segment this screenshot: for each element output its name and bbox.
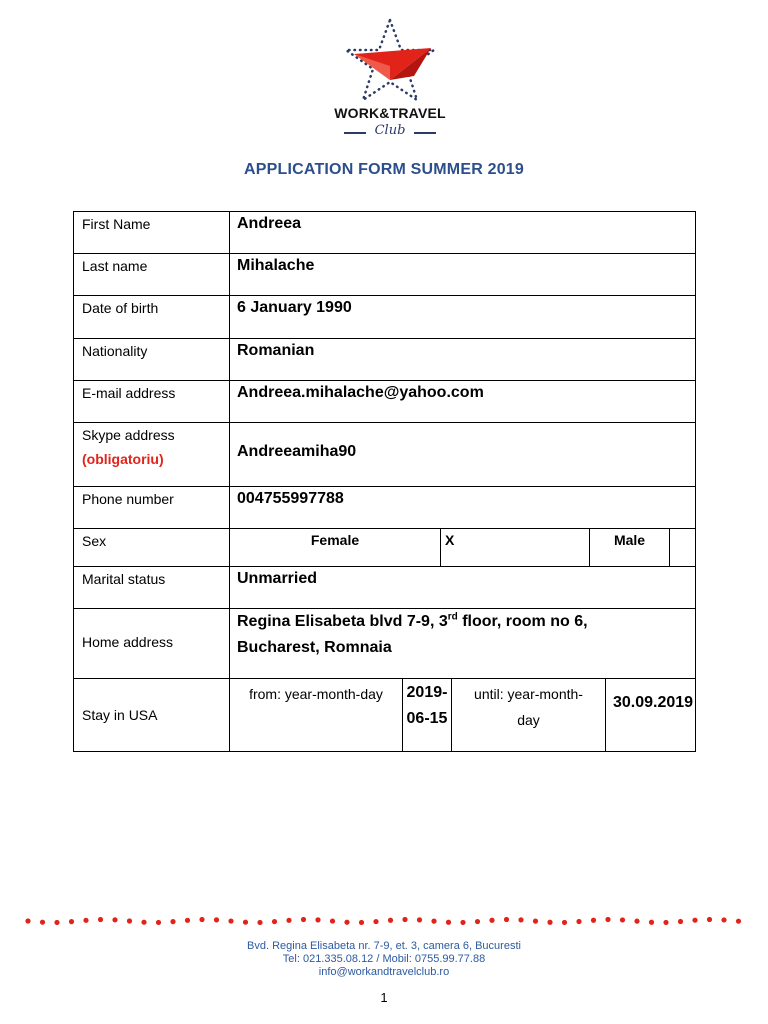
table-row xyxy=(74,339,696,381)
divider-dot xyxy=(199,917,204,922)
table-row xyxy=(74,679,696,752)
table-row xyxy=(74,212,696,254)
table-row xyxy=(74,296,696,339)
nationality-label: Nationality xyxy=(74,339,230,381)
table-row xyxy=(74,381,696,423)
marital-value[interactable]: Unmarried xyxy=(230,567,696,609)
email-label: E-mail address xyxy=(74,381,230,423)
divider-dot xyxy=(692,918,697,923)
sex-female-label: Female xyxy=(230,529,441,567)
divider-dot xyxy=(112,917,117,922)
divider-dot xyxy=(721,917,726,922)
address-ordinal: rd xyxy=(447,611,458,623)
stay-until-value[interactable]: 30.09.2019 xyxy=(606,679,696,752)
footer xyxy=(0,940,768,979)
divider-dot xyxy=(156,920,161,925)
divider-dot xyxy=(83,918,88,923)
sex-label: Sex xyxy=(74,529,230,567)
application-form-table xyxy=(73,211,696,752)
divider-dot xyxy=(170,919,175,924)
star-logo-icon xyxy=(330,16,450,108)
table-row xyxy=(74,609,696,679)
stay-from-value[interactable] xyxy=(403,679,452,752)
divider-dot xyxy=(446,920,451,925)
divider-dot xyxy=(663,920,668,925)
last-name-label: Last name xyxy=(74,254,230,296)
divider-dot xyxy=(547,920,552,925)
divider-dot xyxy=(40,920,45,925)
logo-club-text: Club xyxy=(374,123,406,138)
skype-value[interactable]: Andreeamiha90 xyxy=(230,423,696,487)
divider-dot xyxy=(504,917,509,922)
table-row xyxy=(74,423,696,487)
divider-dot xyxy=(562,920,567,925)
sex-male-label: Male xyxy=(590,529,670,567)
divider-dot xyxy=(257,920,262,925)
divider-dot xyxy=(634,919,639,924)
divider-dot xyxy=(388,918,393,923)
dob-value[interactable]: 6 January 1990 xyxy=(230,296,696,339)
divider-dot xyxy=(533,919,538,924)
marital-label: Marital status xyxy=(74,567,230,609)
divider-dot xyxy=(185,918,190,923)
dob-label: Date of birth xyxy=(74,296,230,339)
table-row xyxy=(74,529,696,567)
divider-dot xyxy=(286,918,291,923)
stay-from-value-text: 2019-06-15 xyxy=(406,684,448,727)
divider-dot xyxy=(344,920,349,925)
divider-dot xyxy=(678,919,683,924)
first-name-value[interactable]: Andreea xyxy=(230,212,696,254)
divider-dot xyxy=(141,920,146,925)
work-travel-club-logo xyxy=(330,16,450,146)
divider-dot xyxy=(402,917,407,922)
divider-dot xyxy=(518,917,523,922)
stay-until-label: until: year-month-day xyxy=(452,679,606,752)
logo-divider xyxy=(414,132,436,134)
phone-value[interactable]: 004755997788 xyxy=(230,487,696,529)
table-row xyxy=(74,487,696,529)
divider-dot xyxy=(243,920,248,925)
skype-label-cell xyxy=(74,423,230,487)
divider-dot xyxy=(359,920,364,925)
divider-dot xyxy=(54,920,59,925)
stay-from-label: from: year-month-day xyxy=(230,679,403,752)
divider-dot xyxy=(315,917,320,922)
divider-dot xyxy=(330,918,335,923)
divider-dot xyxy=(272,919,277,924)
divider-dot xyxy=(431,919,436,924)
divider-dot xyxy=(605,917,610,922)
stay-label: Stay in USA xyxy=(74,679,230,752)
phone-label: Phone number xyxy=(74,487,230,529)
logo-divider xyxy=(344,132,366,134)
divider-dot xyxy=(228,918,233,923)
email-value[interactable]: Andreea.mihalache@yahoo.com xyxy=(230,381,696,423)
address-value[interactable] xyxy=(230,609,696,679)
skype-required-note: (obligatoriu) xyxy=(82,451,164,467)
sex-male-checkbox[interactable] xyxy=(670,529,696,567)
divider-dot xyxy=(649,920,654,925)
divider-dot xyxy=(127,918,132,923)
address-line1-rest: floor, room no 6, xyxy=(457,613,588,630)
divider-dot xyxy=(475,919,480,924)
divider-dot xyxy=(214,917,219,922)
page-number: 1 xyxy=(380,990,388,1005)
nationality-value[interactable]: Romanian xyxy=(230,339,696,381)
divider-dot xyxy=(301,917,306,922)
divider-dot xyxy=(417,917,422,922)
address-label: Home address xyxy=(74,609,230,679)
footer-address: Bvd. Regina Elisabeta nr. 7-9, et. 3, camera 6, Bucuresti xyxy=(247,940,521,952)
divider-dot xyxy=(373,919,378,924)
footer-email: info@workandtravelclub.ro xyxy=(318,966,450,978)
address-line2: Bucharest, Romnaia xyxy=(237,639,392,656)
form-title: APPLICATION FORM SUMMER 2019 xyxy=(244,161,524,178)
table-row xyxy=(74,567,696,609)
skype-label: Skype address xyxy=(82,427,175,443)
divider-dot xyxy=(736,919,741,924)
dot-row xyxy=(25,917,741,925)
divider-dot xyxy=(489,918,494,923)
first-name-label: First Name xyxy=(74,212,230,254)
divider-dot xyxy=(25,918,30,923)
table-row xyxy=(74,254,696,296)
last-name-value[interactable]: Mihalache xyxy=(230,254,696,296)
divider-dot xyxy=(460,920,465,925)
dotted-divider xyxy=(24,913,744,929)
sex-female-checkbox[interactable]: X xyxy=(441,529,590,567)
footer-phone: Tel: 021.335.08.12 / Mobil: 0755.99.77.88 xyxy=(282,953,486,965)
address-line1: Regina Elisabeta blvd 7-9, 3 xyxy=(237,613,448,630)
logo-subtitle xyxy=(344,123,436,143)
divider-dot xyxy=(576,919,581,924)
divider-dot xyxy=(707,917,712,922)
divider-dot xyxy=(591,918,596,923)
divider-dot xyxy=(620,917,625,922)
logo-brand-text: WORK&TRAVEL xyxy=(334,105,446,121)
divider-dot xyxy=(69,919,74,924)
divider-dot xyxy=(98,917,103,922)
